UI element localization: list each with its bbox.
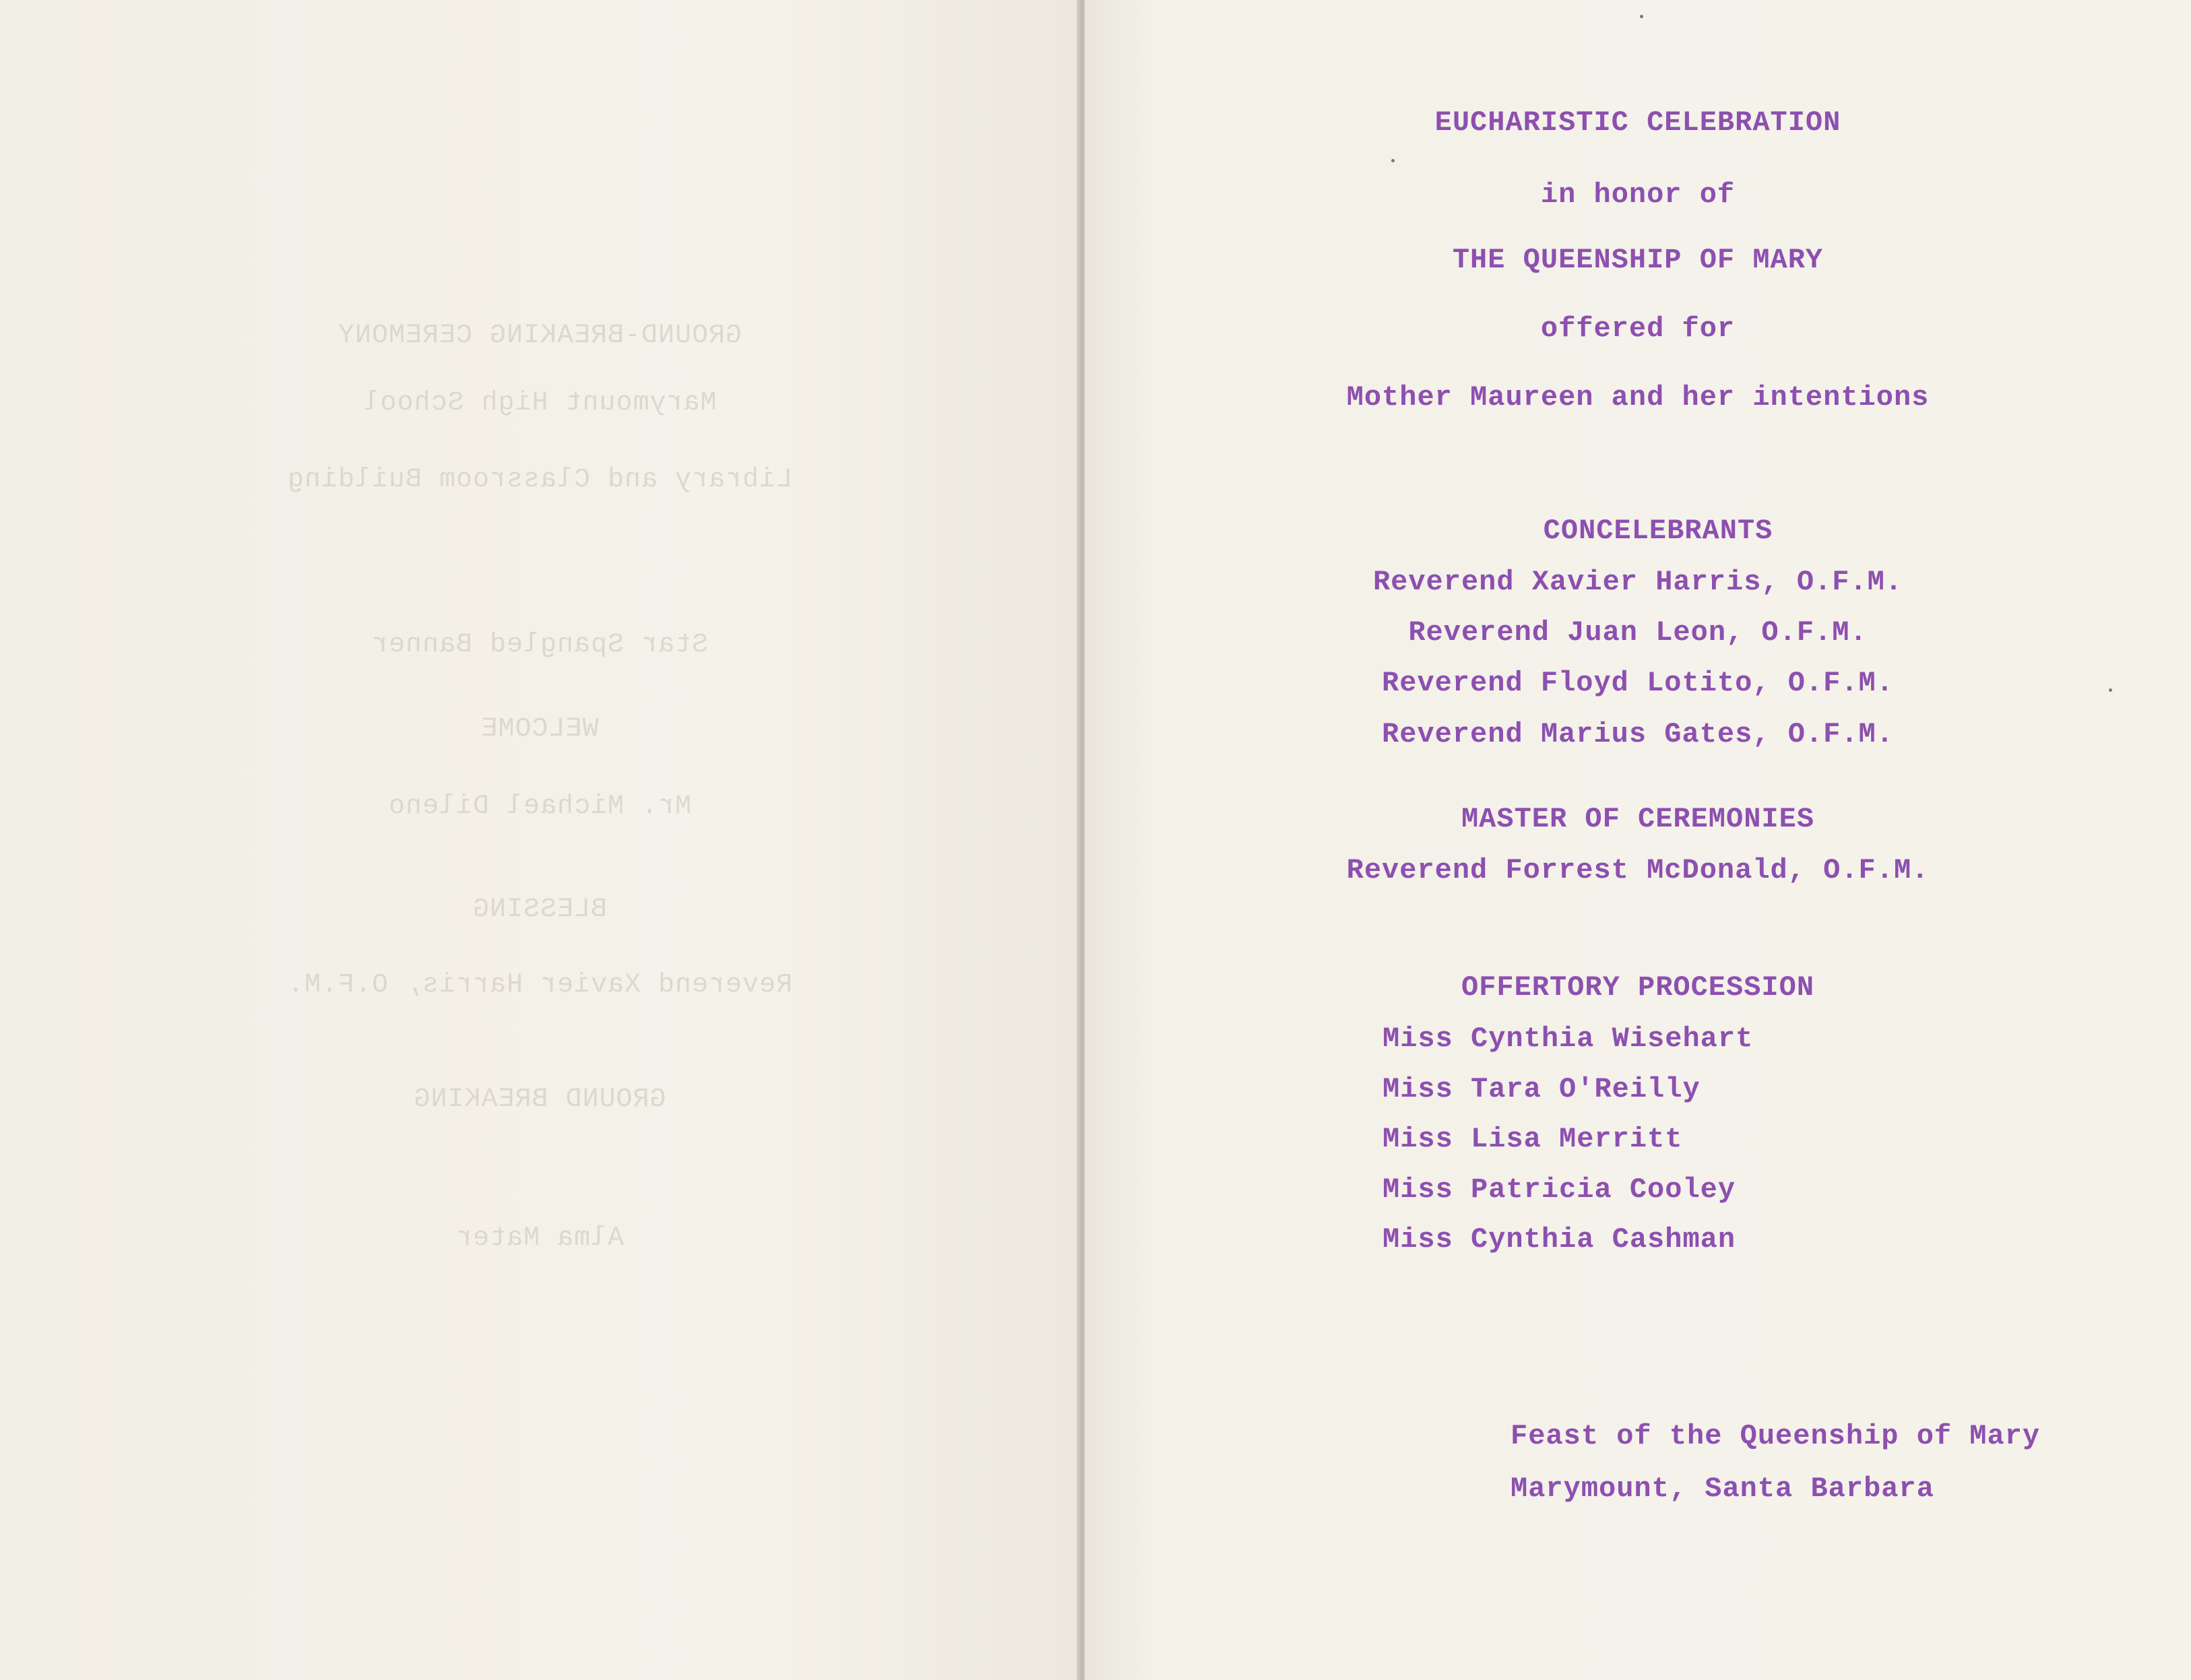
bleed-line: Mr. Michael Dileno [387,791,692,822]
bleed-line: Marymount High School [362,388,717,418]
bleed-line: Alma Mater [455,1223,625,1254]
left-page-show-through [0,0,1079,1680]
place-line: Marymount, Santa Barbara [1511,1473,1934,1505]
ink-speck [1640,15,1643,18]
offertory-name: Miss Lisa Merritt [1383,1123,1683,1155]
bleed-line: Reverend Xavier Harris, O.F.M. [286,970,793,1000]
offertory-name: Miss Patricia Cooley [1383,1173,1736,1206]
offertory-heading: OFFERTORY PROCESSION [1461,971,1815,1004]
bleed-line: Library and Classroom Building [286,465,793,495]
bleed-line: GROUND-BREAKING CEREMONY [337,321,742,351]
offered-line: offered for [1540,313,1736,345]
concelebrant-name: Reverend Marius Gates, O.F.M. [1382,718,1894,750]
honor-line: in honor of [1540,179,1736,211]
bleed-line: BLESSING [472,895,608,925]
bleed-line: WELCOME [480,714,599,744]
concelebrants-heading: CONCELEBRANTS [1543,515,1773,547]
page-title: EUCHARISTIC CELEBRATION [1434,106,1841,139]
concelebrant-name: Reverend Juan Leon, O.F.M. [1408,616,1868,649]
offertory-name: Miss Cynthia Cashman [1383,1223,1736,1256]
right-page [1085,0,2191,1680]
concelebrant-name: Reverend Floyd Lotito, O.F.M. [1382,667,1894,699]
bleed-line: GROUND BREAKING [413,1085,666,1115]
bleed-line: Star Spangled Banner [371,630,709,660]
master-of-ceremonies-name: Reverend Forrest McDonald, O.F.M. [1346,854,1930,886]
concelebrant-name: Reverend Xavier Harris, O.F.M. [1372,566,1903,598]
ink-speck [1391,159,1395,162]
offertory-name: Miss Tara O'Reilly [1383,1073,1701,1105]
master-of-ceremonies-heading: MASTER OF CEREMONIES [1461,803,1815,835]
feast-line: Feast of the Queenship of Mary [1511,1420,2041,1452]
left-page [0,0,1079,1680]
intention-line: Mother Maureen and her intentions [1346,381,1930,414]
dedication: THE QUEENSHIP OF MARY [1452,244,1824,276]
offertory-name: Miss Cynthia Wisehart [1383,1023,1754,1055]
